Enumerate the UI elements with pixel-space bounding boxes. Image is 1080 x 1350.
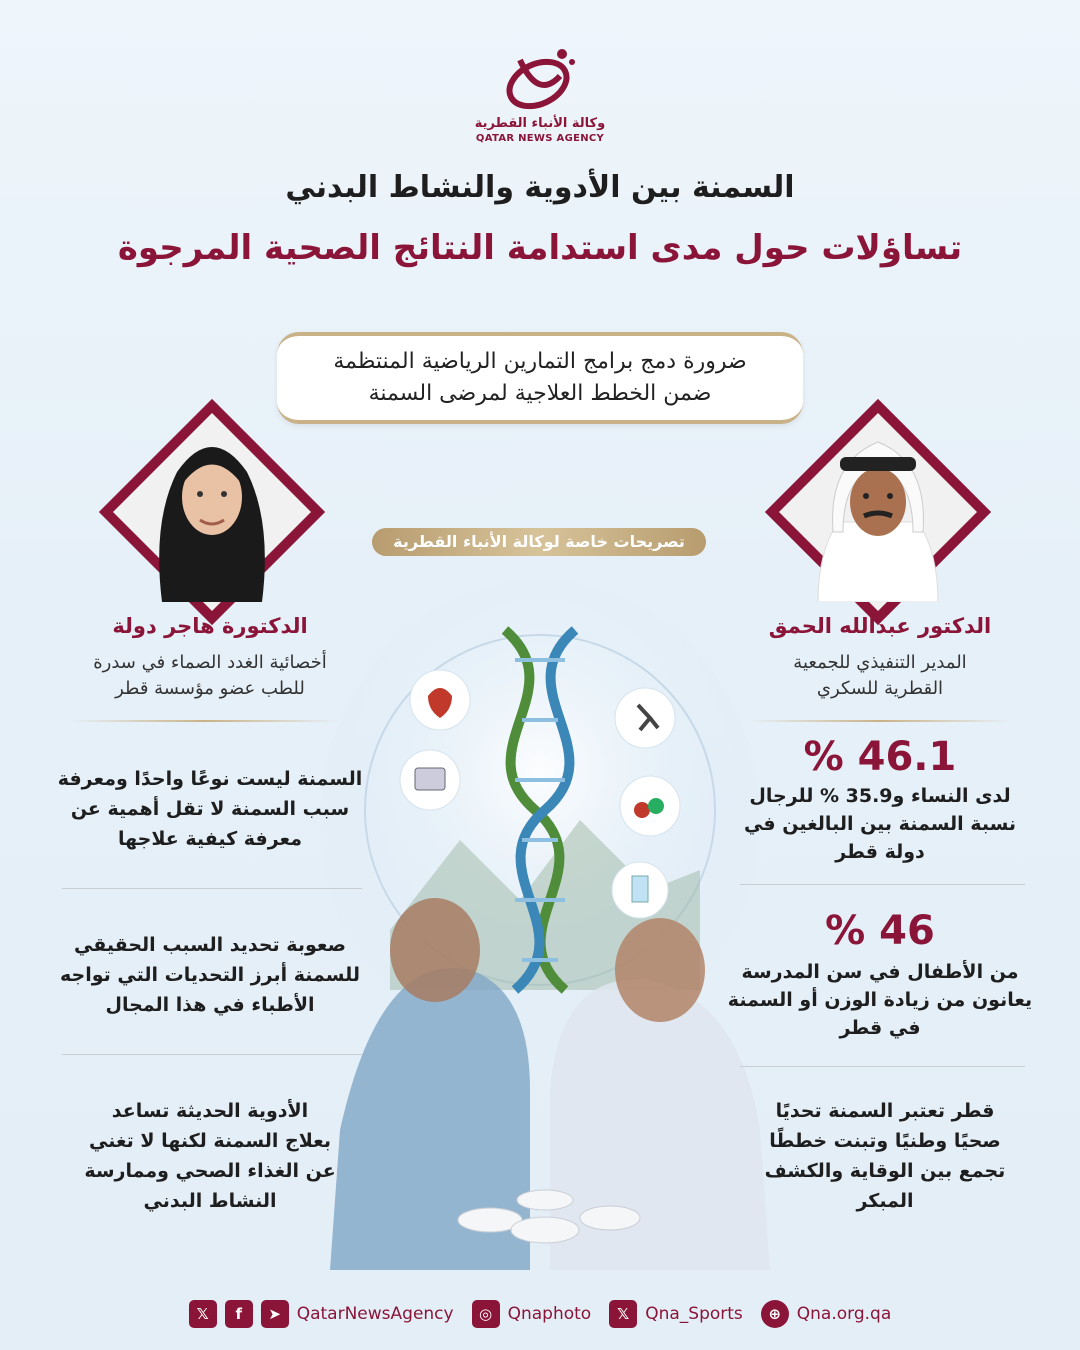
- portrait-right: [798, 432, 958, 592]
- website-link[interactable]: Qna.org.qa: [796, 1304, 892, 1324]
- handle-sports-link[interactable]: Qna_Sports: [645, 1304, 743, 1324]
- divider: [740, 1066, 1025, 1067]
- subheadline: تساؤلات حول مدى استدامة النتائج الصحية المرجوة: [117, 228, 963, 268]
- divider: [62, 1054, 362, 1055]
- woman-portrait-icon: [122, 402, 302, 602]
- left-statement-2: صعوبة تحديد السبب الحقيقي للسمنة أبرز التحديات التي تواجه الأطباء في هذا المجال: [60, 934, 360, 1016]
- social-footer: [0, 1296, 1080, 1332]
- quote-line-2: ضمن الخطط العلاجية لمرضى السمنة: [368, 381, 712, 406]
- logo-arabic-text: وكالة الأنباء القطرية: [474, 116, 606, 131]
- divider: [62, 888, 362, 889]
- left-doctor-name: الدكتورة هاجر دولة: [112, 614, 308, 638]
- left-statement-3: الأدوية الحديثة تساعد بعلاج السمنة لكنها لا تغني عن الغذاء الصحي وممارسة النشاط البدني: [84, 1100, 336, 1212]
- stat-children-text: من الأطفال في سن المدرسة يعانون من زيادة الوزن أو السمنة في قطر: [727, 961, 1033, 1039]
- instagram-icon[interactable]: ◎: [472, 1300, 500, 1328]
- globe-icon[interactable]: ⊕: [761, 1300, 789, 1328]
- handle-main-link[interactable]: QatarNewsAgency: [296, 1304, 454, 1324]
- left-statement-1: السمنة ليست نوعًا واحدًا ومعرفة سبب السمنة لا تقل أهمية عن معرفة كيفية علاجها: [57, 768, 363, 850]
- stat-children-value: % 46: [825, 908, 935, 954]
- handle-photo-link[interactable]: Qnaphoto: [507, 1304, 592, 1324]
- divider: [740, 884, 1025, 885]
- logo-english-text: QATAR NEWS AGENCY: [475, 133, 605, 144]
- facebook-icon[interactable]: f: [225, 1300, 253, 1328]
- x-icon[interactable]: 𝕏: [609, 1300, 637, 1328]
- right-statement: قطر تعتبر السمنة تحديًا صحيًا وطنيًا وتبنت خططًا تجمع بين الوقاية والكشف المبكر: [764, 1100, 1006, 1212]
- divider: [750, 720, 1010, 722]
- right-doctor-role: المدير التنفيذي للجمعية القطرية للسكري: [793, 652, 967, 699]
- left-doctor-role: أخصائية الغدد الصماء في سدرة للطب عضو مؤسسة قطر: [93, 652, 327, 699]
- quote-box: [277, 332, 803, 424]
- man-portrait-icon: [788, 402, 968, 602]
- headline: السمنة بين الأدوية والنشاط البدني: [285, 170, 795, 205]
- portrait-left: [132, 432, 292, 592]
- qna-logo-icon: [490, 40, 590, 120]
- stat-adults-text: لدى النساء و35.9 % للرجال نسبة السمنة بين البالغين في دولة قطر: [743, 785, 1017, 863]
- dna-illustration: [300, 570, 780, 1270]
- x-icon[interactable]: 𝕏: [189, 1300, 217, 1328]
- quote-line-1: ضرورة دمج برامج التمارين الرياضية المنتظمة: [333, 349, 747, 374]
- divider: [70, 720, 340, 722]
- stat-adults-value: % 46.1: [803, 734, 957, 780]
- runner-icon: [615, 688, 675, 748]
- telegram-icon[interactable]: ➤: [261, 1300, 289, 1328]
- statement-source-badge: تصريحات خاصة لوكالة الأنباء القطرية: [372, 528, 706, 556]
- right-doctor-name: الدكتور عبدالله الحمق: [768, 614, 992, 638]
